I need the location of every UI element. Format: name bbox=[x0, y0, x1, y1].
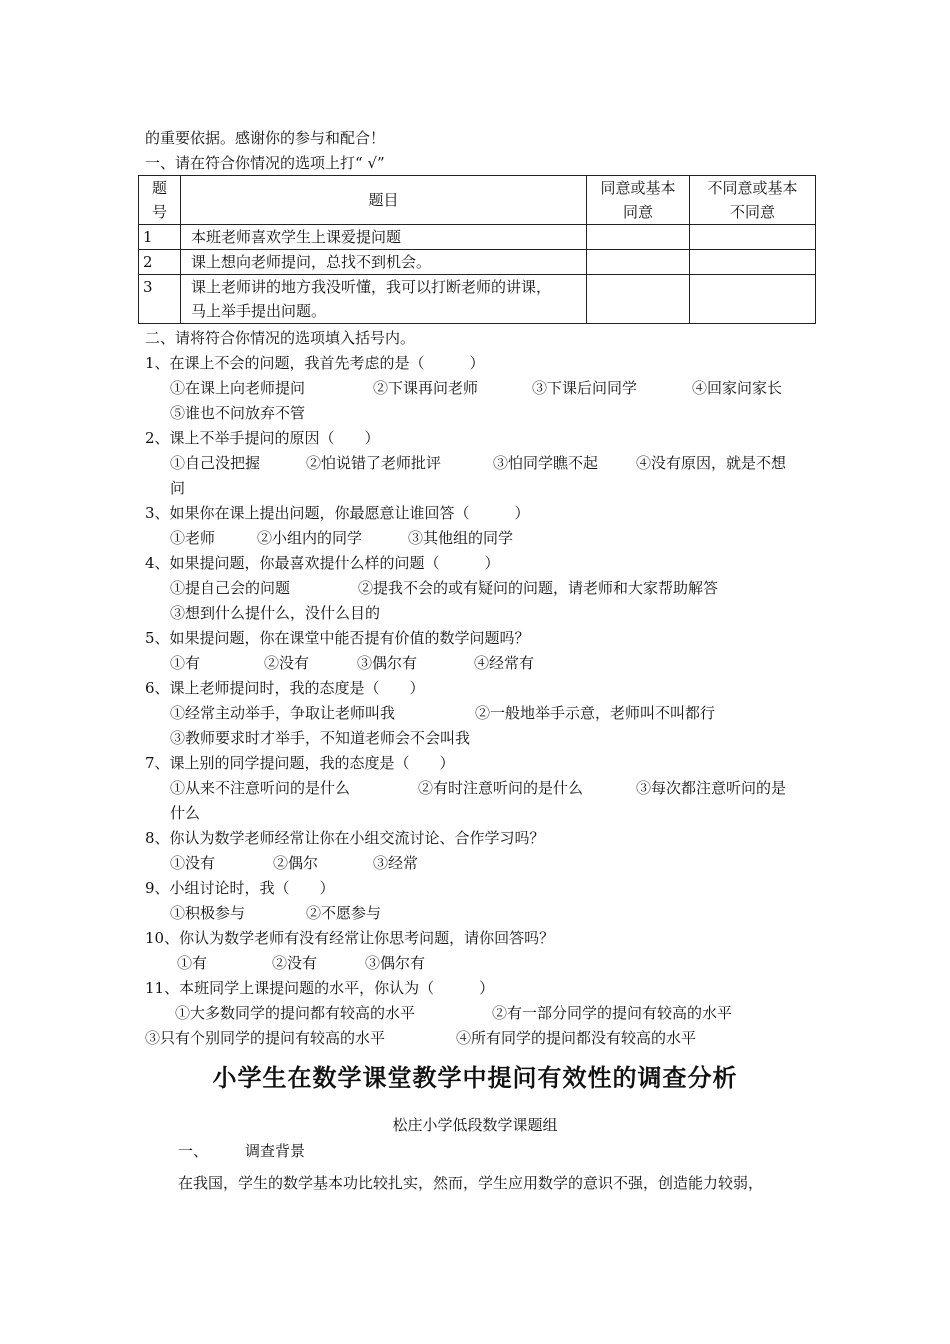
q9-option: ①积极参与 bbox=[170, 904, 246, 922]
row-text: 课上老师讲的地方我没听懂，我可以打断老师的讲课， 马上举手提出问题。 bbox=[181, 275, 587, 324]
q1-option: ②下课再问老师 bbox=[373, 379, 479, 397]
q4-option: ③想到什么提什么，没什么目的 bbox=[170, 604, 381, 622]
row-num: 3 bbox=[139, 275, 181, 324]
question-1: 1、在课上不会的问题，我首先考虑的是（ ） bbox=[145, 354, 485, 372]
q4-option: ②提我不会的或有疑问的问题，请老师和大家帮助解答 bbox=[358, 579, 719, 597]
q6-option: ②一般地举手示意，老师叫不叫都行 bbox=[475, 704, 716, 722]
section2-heading: 二、请将符合你情况的选项填入括号内。 bbox=[145, 329, 416, 347]
agree-cell[interactable] bbox=[587, 225, 690, 250]
question-8: 8、你认为数学老师经常让你在小组交流讨论、合作学习吗？ bbox=[145, 829, 545, 847]
table-row bbox=[139, 250, 816, 275]
q2-option: ③怕同学瞧不起 bbox=[493, 454, 599, 472]
question-4: 4、如果提问题，你最喜欢提什么样的问题（ ） bbox=[145, 554, 500, 572]
question-10: 10、你认为数学老师有没有经常让你思考问题，请你回答吗？ bbox=[145, 929, 555, 947]
q6-option: ③教师要求时才举手，不知道老师会不会叫我 bbox=[170, 729, 471, 747]
article-title: 小学生在数学课堂教学中提问有效性的调查分析 bbox=[212, 1064, 738, 1092]
q7-option: ③每次都注意听问的是 bbox=[636, 779, 787, 797]
q2-option: ①自己没把握 bbox=[170, 454, 261, 472]
q3-option: ③其他组的同学 bbox=[408, 529, 514, 547]
q5-option: ③偶尔有 bbox=[357, 654, 418, 672]
q10-option: ③偶尔有 bbox=[365, 954, 426, 972]
q11-option: ④所有同学的提问都没有较高的水平 bbox=[456, 1029, 697, 1047]
q6-option: ①经常主动举手，争取让老师叫我 bbox=[170, 704, 396, 722]
row-num: 1 bbox=[139, 225, 181, 250]
q1-option: ①在课上向老师提问 bbox=[170, 379, 306, 397]
header-disagree: 不同意或基本 不同意 bbox=[690, 176, 816, 225]
q8-option: ③经常 bbox=[373, 854, 419, 872]
q8-option: ①没有 bbox=[170, 854, 216, 872]
q2-option: ②怕说错了老师批评 bbox=[306, 454, 442, 472]
q5-option: ②没有 bbox=[264, 654, 310, 672]
q10-option: ①有 bbox=[177, 954, 208, 972]
q7-option-cont: 什么 bbox=[170, 804, 201, 822]
q3-option: ②小组内的同学 bbox=[257, 529, 363, 547]
q7-option: ②有时注意听问的是什么 bbox=[418, 779, 584, 797]
question-2: 2、课上不举手提问的原因（ ） bbox=[145, 429, 380, 447]
q2-option: ④没有原因，就是不想 bbox=[636, 454, 787, 472]
question-3: 3、如果你在课上提出问题，你最愿意让谁回答（ ） bbox=[145, 504, 530, 522]
q1-option: ④回家问家长 bbox=[692, 379, 783, 397]
body-paragraph: 在我国，学生的数学基本功比较扎实，然而，学生应用数学的意识不强，创造能力较弱， bbox=[178, 1174, 764, 1192]
q4-option: ①提自己会的问题 bbox=[170, 579, 291, 597]
disagree-cell[interactable] bbox=[690, 275, 816, 324]
q11-option: ②有一部分同学的提问有较高的水平 bbox=[492, 1004, 733, 1022]
q3-option: ①老师 bbox=[170, 529, 216, 547]
q1-option: ⑤谁也不问放弃不管 bbox=[170, 404, 306, 422]
question-6: 6、课上老师提问时，我的态度是（ ） bbox=[145, 679, 425, 697]
table-row bbox=[139, 275, 816, 324]
section-number: 一、 bbox=[178, 1142, 209, 1160]
header-agree: 同意或基本 同意 bbox=[587, 176, 690, 225]
header-topic: 题目 bbox=[181, 176, 587, 225]
table-row bbox=[139, 225, 816, 250]
row-text: 课上想向老师提问，总找不到机会。 bbox=[181, 250, 587, 275]
disagree-cell[interactable] bbox=[690, 250, 816, 275]
q5-option: ①有 bbox=[170, 654, 201, 672]
agree-cell[interactable] bbox=[587, 250, 690, 275]
section1-heading: 一、请在符合你情况的选项上打“ √” bbox=[145, 154, 385, 172]
q8-option: ②偶尔 bbox=[273, 854, 319, 872]
section-heading: 调查背景 bbox=[245, 1142, 306, 1160]
q5-option: ④经常有 bbox=[474, 654, 535, 672]
question-7: 7、课上别的同学提问题，我的态度是（ ） bbox=[145, 754, 455, 772]
q11-option: ①大多数同学的提问都有较高的水平 bbox=[175, 1004, 416, 1022]
article-author: 松庄小学低段数学课题组 bbox=[392, 1116, 558, 1134]
survey-table bbox=[138, 175, 816, 324]
q7-option: ①从来不注意听问的是什么 bbox=[170, 779, 351, 797]
row-num: 2 bbox=[139, 250, 181, 275]
question-9: 9、小组讨论时，我（ ） bbox=[145, 879, 335, 897]
agree-cell[interactable] bbox=[587, 275, 690, 324]
q10-option: ②没有 bbox=[272, 954, 318, 972]
header-num: 题 号 bbox=[139, 176, 181, 225]
q1-option: ③下课后问同学 bbox=[532, 379, 638, 397]
question-5: 5、如果提问题，你在课堂中能否提有价值的数学问题吗？ bbox=[145, 629, 530, 647]
row-text: 本班老师喜欢学生上课爱提问题 bbox=[181, 225, 587, 250]
disagree-cell[interactable] bbox=[690, 225, 816, 250]
q2-option-cont: 问 bbox=[170, 479, 186, 497]
q9-option: ②不愿参与 bbox=[306, 904, 382, 922]
q11-option: ③只有个别同学的提问有较高的水平 bbox=[145, 1029, 386, 1047]
intro-tail: 的重要依据。感谢你的参与和配合！ bbox=[145, 129, 386, 147]
question-11: 11、本班同学上课提问题的水平，你认为（ ） bbox=[145, 979, 495, 997]
table-header-row bbox=[139, 176, 816, 225]
